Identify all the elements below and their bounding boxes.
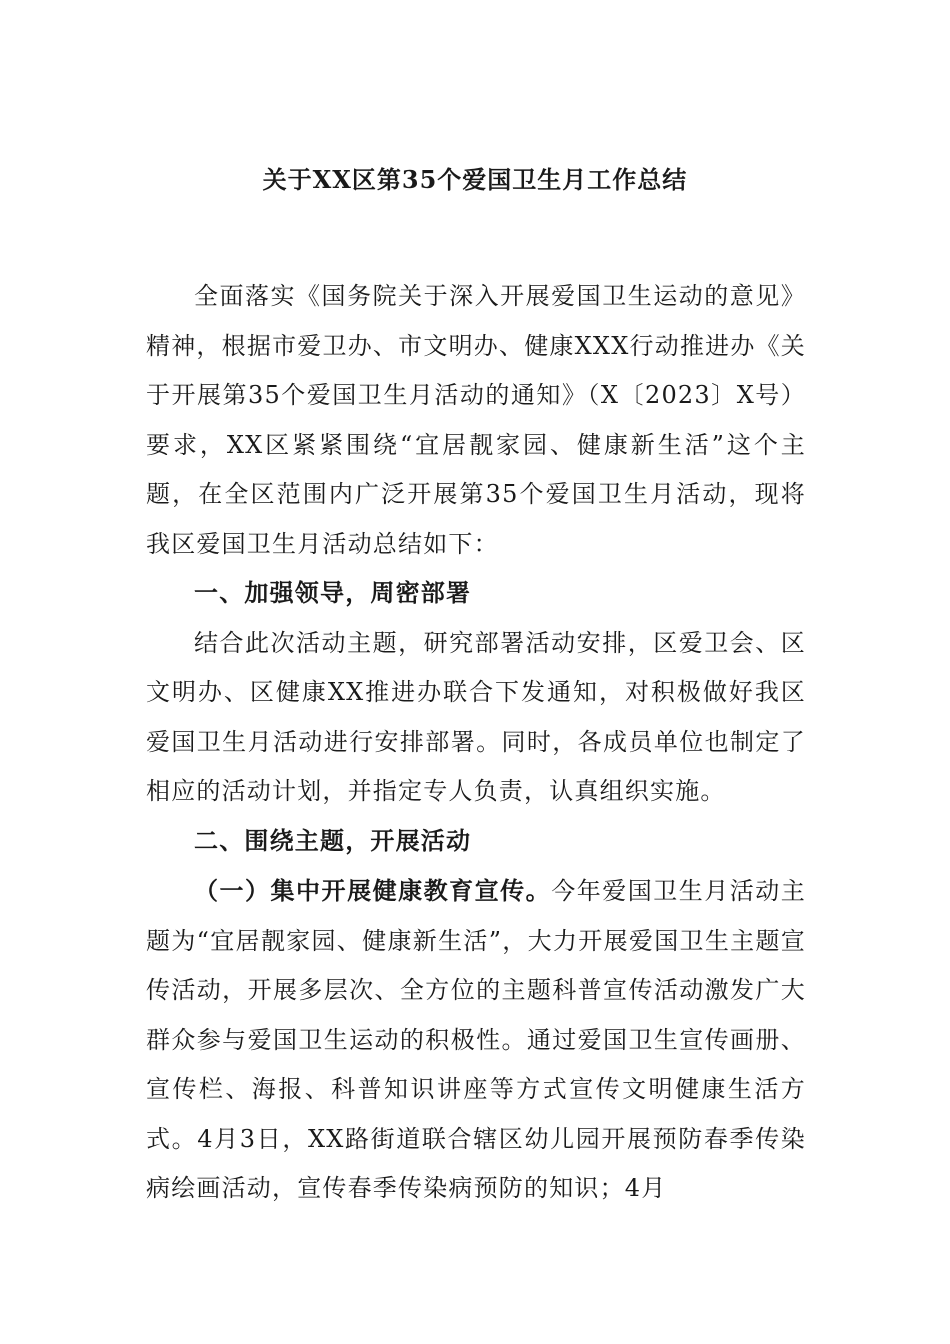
document-title: 关于XX区第35个爱国卫生月工作总结 xyxy=(262,165,688,194)
section-1-paragraph: 结合此次活动主题，研究部署活动安排，区爱卫会、区文明办、区健康XX推进办联合下发通知，对积极做好我区爱国卫生月活动进行安排部署。同时，各成员单位也制定了相应的活动计划，并指定专人负责，认真组织实施。 xyxy=(146,628,806,805)
section-2-sub-1-lead: （一）集中开展健康教育宣传。 xyxy=(194,876,552,905)
section-2-sub-1-text: 今年爱国卫生月活动主题为“宜居靓家园、健康新生活”，大力开展爱国卫生主题宣传活动，开展多层次、全方位的主题科普宣传活动激发广大群众参与爱国卫生运动的积极性。通过爱国卫生宣传画册、宣传栏、海报、科普知识讲座等方式宣传文明健康生活方式。4月3日，XX路街道联合辖区幼儿园开展预防春季传染病绘画活动，宣传春季传染病预防的知识；4月 xyxy=(146,877,806,1202)
section-2-heading: 二、围绕主题，开展活动 xyxy=(194,826,472,855)
document-body xyxy=(146,272,806,1214)
section-1-heading: 一、加强领导，周密部署 xyxy=(194,579,472,607)
section-2-sub-1-paragraph xyxy=(146,866,806,1214)
intro-paragraph: 全面落实《国务院关于深入开展爱国卫生运动的意见》精神，根据市爱卫办、市文明办、健康XXX行动推进办《关于开展第35个爱国卫生月活动的通知》（X〔2023〕X号）要求，XX区紧紧围绕“宜居靓家园、健康新生活”这个主题，在全区范围内广泛开展第35个爱国卫生月活动，现将我区爱国卫生月活动总结如下： xyxy=(146,282,806,558)
